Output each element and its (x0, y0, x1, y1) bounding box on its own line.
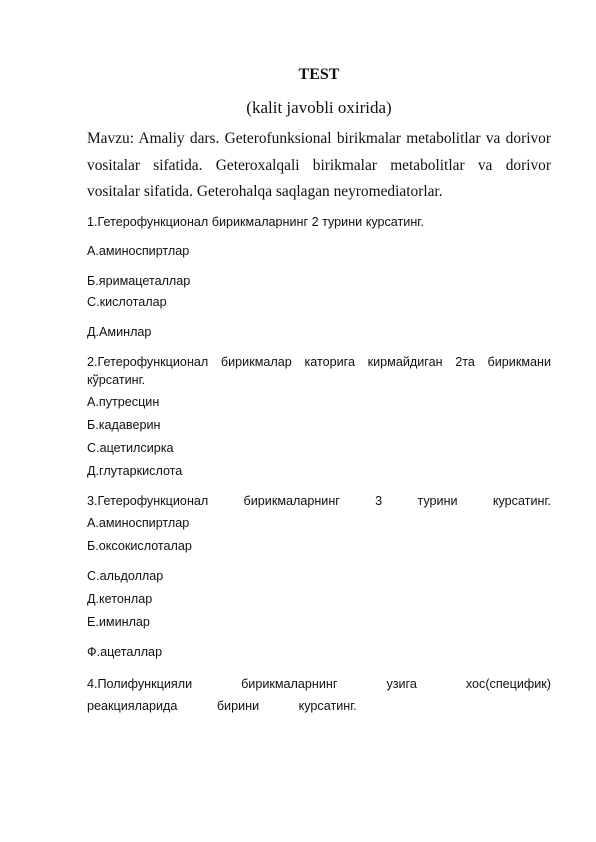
document-body (87, 64, 551, 717)
page-title: TEST (298, 66, 340, 83)
answer-option: Б.оксокислоталар (87, 538, 192, 553)
answer-option: Е.иминлар (87, 614, 150, 629)
answer-option: А.путресцин (87, 394, 160, 409)
question-3 (87, 492, 551, 661)
answer-option: С.кислоталар (87, 294, 167, 309)
topic-paragraph: Mavzu: Amaliy dars. Geterofunksional birikmalar metabolitlar va dorivor vositalar sifatida. Geteroxalqali birikmalar metabolitlar va dorivor vositalar sifatida. Geterohalqa saqlagan neyromediatorlar. (87, 130, 551, 200)
question-4 (87, 673, 551, 717)
page-subtitle: (kalit javobli oxirida) (246, 98, 392, 117)
question-text: 2.Гетерофункционал бирикмалар каторига кирмайдиган 2та бирикмани кўрсатинг. (87, 354, 551, 387)
answer-option: Д.глутаркислота (87, 463, 183, 478)
answer-option: А.аминоспиртлар (87, 243, 190, 258)
answer-option: А.аминоспиртлар (87, 515, 190, 530)
question-2 (87, 353, 551, 480)
question-text: 4.Полифункцияли бирикмаларнинг узига хос(специфик) реакцияларида бирини курсатинг. (87, 676, 551, 713)
question-text: 3.Гетерофункционал бирикмаларнинг 3 турини курсатинг. (87, 493, 551, 508)
question-1 (87, 213, 551, 341)
answer-option: Б.яримацеталлар (87, 273, 191, 288)
answer-option: Ф.ацеталлар (87, 644, 163, 659)
question-text: 1.Гетерофункционал бирикмаларнинг 2 турини курсатинг. (87, 214, 424, 229)
answer-option: Д.кетонлар (87, 591, 153, 606)
answer-option: С.ацетилсирка (87, 440, 174, 455)
answer-option: Б.кадаверин (87, 417, 161, 432)
answer-option: С.альдоллар (87, 568, 164, 583)
answer-option: Д.Аминлар (87, 324, 152, 339)
